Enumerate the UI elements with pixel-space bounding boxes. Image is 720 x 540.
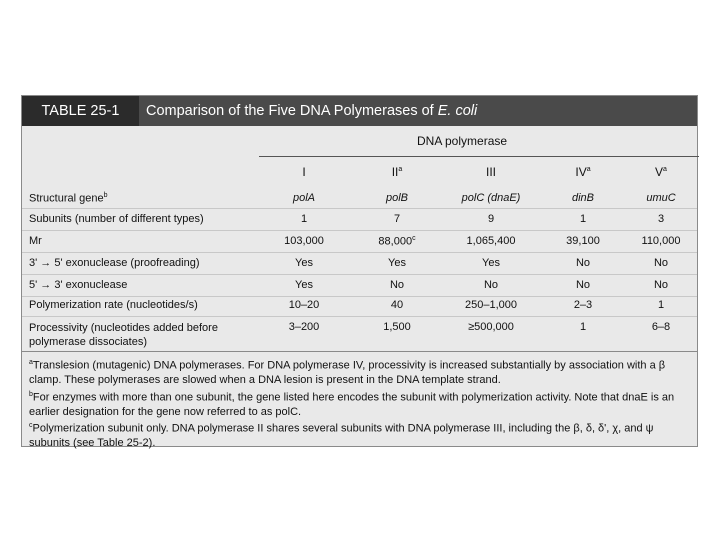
table-cell: No xyxy=(575,279,591,291)
group-header-rule xyxy=(259,156,699,157)
table-cell: 250–1,000 xyxy=(465,299,517,311)
row-label-processivity: Processivity (nucleotides added before polymerase dissociates) xyxy=(29,322,218,348)
row-divider xyxy=(22,316,697,317)
row-label-5-3-exonuclease: 5' → 3' exonuclease xyxy=(29,279,128,291)
table-cell: 3–200 xyxy=(288,321,320,333)
table-cell: 9 xyxy=(487,213,495,225)
row-divider xyxy=(22,208,697,209)
column-header-iii: III xyxy=(485,165,496,179)
row-label-3-5-exonuclease: 3' → 5' exonuclease (proofreading) xyxy=(29,257,200,269)
column-header-iv: $IV^a$ xyxy=(575,165,591,179)
table-cell: 7 xyxy=(393,213,401,225)
table-cell: Yes xyxy=(482,257,500,269)
comparison-table xyxy=(21,95,698,450)
table-cell: 1 xyxy=(300,213,308,225)
table-cell: 88,000$^c$ xyxy=(378,235,416,248)
table-cell: No xyxy=(653,257,669,269)
table-cell: No xyxy=(653,279,669,291)
table-cell: 3 xyxy=(657,213,665,225)
table-cell: 1 xyxy=(579,321,587,333)
table-cell: No xyxy=(389,279,405,291)
table-cell: 39,100 xyxy=(566,235,600,247)
column-header-v: $V^a$ xyxy=(655,165,667,179)
table-cell: 6–8 xyxy=(651,321,671,333)
footnote-b: $^b$For enzymes with more than one subunit, the gene listed here encodes the subunit with polymerization activity. Note that dnaE is an earlier designation for the gene now referred to as polC. xyxy=(29,390,675,418)
table-cell: umuC xyxy=(646,192,676,204)
row-label-structural-gene: Structural gene$^b$ xyxy=(29,192,108,205)
row-label-mr: Mr xyxy=(29,235,42,247)
column-header-i: I xyxy=(302,165,306,179)
table-title-organism: E. coli xyxy=(437,103,478,119)
table-cell: 1 xyxy=(657,299,665,311)
row-label-polymerization-rate: Polymerization rate (nucleotides/s) xyxy=(29,299,198,311)
row-divider xyxy=(22,252,697,253)
table-cell: polB xyxy=(385,192,409,204)
group-header: DNA polymerase xyxy=(417,134,508,148)
table-cell: 2–3 xyxy=(573,299,593,311)
table-number-label: TABLE 25-1 xyxy=(22,96,139,126)
table-cell: Yes xyxy=(295,257,313,269)
group-header-row xyxy=(22,126,697,152)
table-title xyxy=(146,96,477,126)
row-divider xyxy=(22,296,697,297)
table-title-prefix: Comparison of the Five DNA Polymerases of xyxy=(146,103,434,119)
table-footnotes xyxy=(22,351,697,448)
table-cell: 10–20 xyxy=(288,299,320,311)
table-cell: 1,065,400 xyxy=(466,235,516,247)
row-label-subunits: Subunits (number of different types) xyxy=(29,213,204,225)
row-divider xyxy=(22,274,697,275)
table-cell: polA xyxy=(292,192,316,204)
footnote-c: $^c$Polymerization subunit only. DNA polymerase II shares several subunits with DNA polymerase III, including the β, δ, δ', χ, and ψ subunits (see Table 25-2). xyxy=(29,422,654,450)
column-header-ii: $II^a$ xyxy=(391,165,403,179)
footnote-a: $^a$Translesion (mutagenic) DNA polymerases. For DNA polymerase IV, processivity is increased substantially by association with a β clamp. These polymerases are slowed when a DNA lesion is present in the DNA template strand. xyxy=(29,359,666,387)
table-cell: 1 xyxy=(579,213,587,225)
row-divider xyxy=(22,230,697,231)
table-cell: dinB xyxy=(571,192,595,204)
table-cell: Yes xyxy=(388,257,406,269)
table-cell: 103,000 xyxy=(284,235,324,247)
table-cell: No xyxy=(483,279,499,291)
table-cell: 110,000 xyxy=(641,235,681,247)
table-cell: 40 xyxy=(390,299,404,311)
table-cell: 1,500 xyxy=(383,321,411,333)
title-bar xyxy=(22,96,697,126)
table-cell: ≥500,000 xyxy=(468,321,514,333)
table-cell: Yes xyxy=(295,279,313,291)
table-cell: polC (dnaE) xyxy=(461,192,521,204)
table-cell: No xyxy=(575,257,591,269)
